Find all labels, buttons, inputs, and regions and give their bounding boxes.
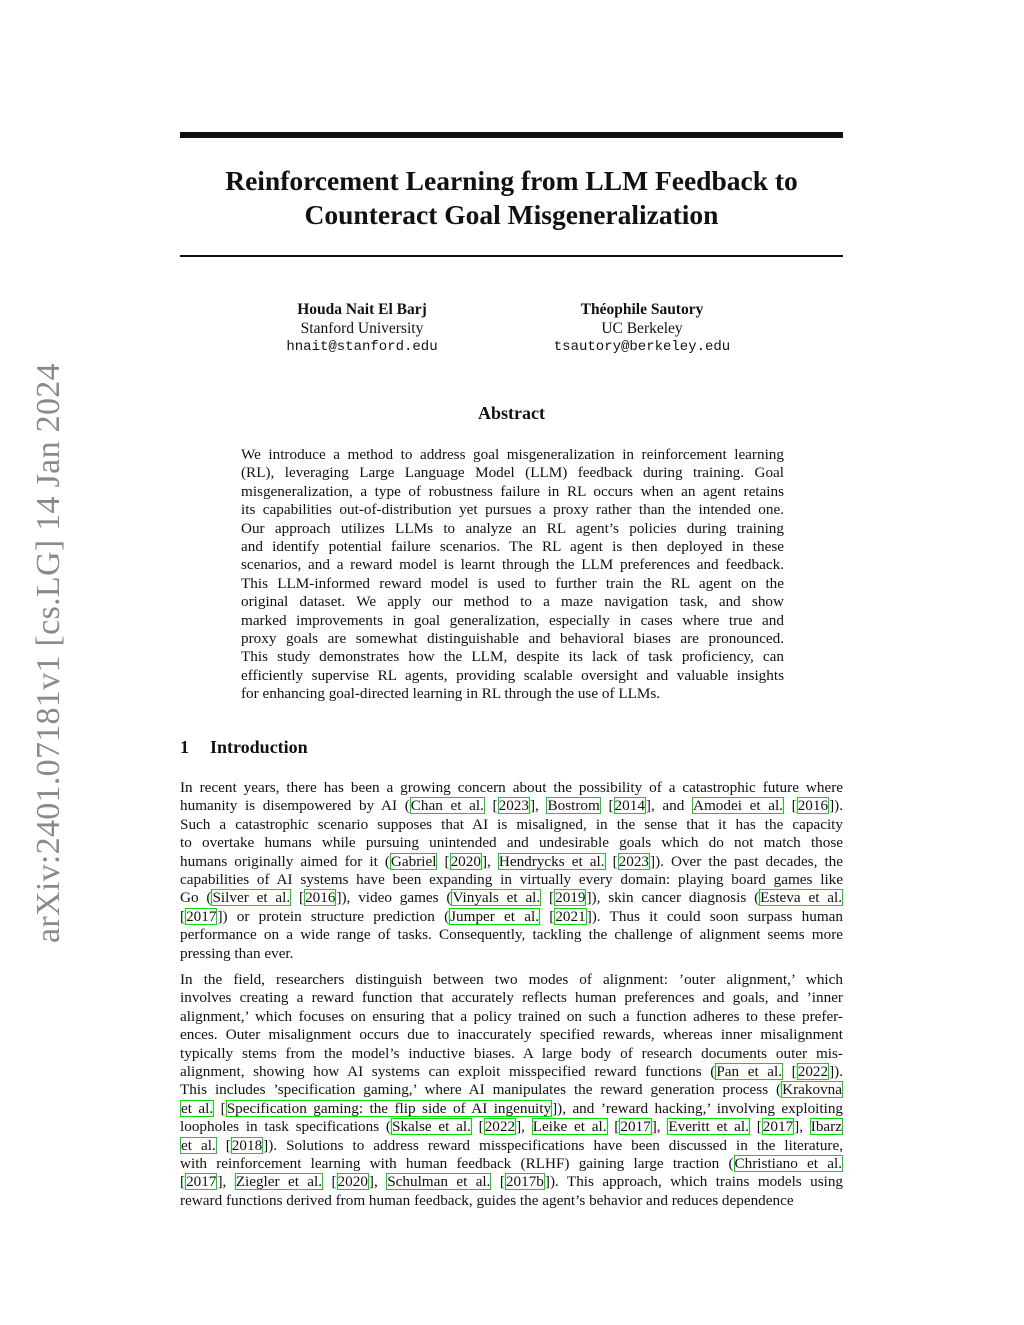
citation-link[interactable]: Amodei et al. [693, 797, 783, 815]
paragraph-text: with reinforcement learning with human feedback (RLHF) gaining large traction ( [180, 1155, 734, 1173]
citation-link[interactable]: 2018 [231, 1136, 263, 1154]
paragraph-text: Such a catastrophic scenario supposes that AI is misaligned, in the sense that it has the capacity [180, 815, 843, 833]
paragraph-line [180, 797, 843, 815]
paragraph-text: [ [484, 797, 498, 815]
citation-link[interactable]: Schulman et al. [387, 1173, 491, 1191]
citation-link[interactable]: Ibarz [810, 1118, 842, 1136]
paragraph-text: to overtake humans while pursuing unintended and undesirable goals which do not match those [180, 834, 843, 852]
paragraph-line [180, 1137, 843, 1155]
citation-link[interactable]: Pan et al. [716, 1063, 783, 1081]
citation-link[interactable]: Krakovna [782, 1081, 842, 1099]
abstract-line: efficiently supervise RL agents, providing scalable oversight and valuable insights [241, 666, 784, 684]
author-block-2 [492, 300, 792, 357]
paragraph-text: [ [783, 797, 797, 815]
paragraph-text: humanity is disempowered by AI ( [180, 797, 410, 815]
citation-link[interactable]: 2017 [186, 1173, 217, 1191]
paragraph-line [180, 1173, 843, 1191]
citation-link[interactable]: 2017 [762, 1118, 794, 1136]
citation-link[interactable]: Everitt et al. [668, 1118, 749, 1136]
paragraph-text: [ [180, 1173, 186, 1191]
citation-link[interactable]: Hendrycks et al. [498, 852, 605, 870]
paragraph-text: ]). Over the past decades, the [650, 852, 844, 870]
abstract-line: Our approach utilizes LLMs to analyze an RL agent’s policies during training [241, 519, 784, 537]
abstract-line: (RL), leveraging Large Language Model (LLM) feedback during training. Goal [241, 464, 784, 482]
citation-link[interactable]: Gabriel [390, 852, 437, 870]
citation-link[interactable]: Esteva et al. [760, 889, 843, 907]
paragraph-text: [ [600, 797, 614, 815]
paragraph-text: ], [516, 1118, 532, 1136]
paragraph-line [180, 1045, 843, 1063]
citation-link[interactable]: Skalse et al. [391, 1118, 471, 1136]
abstract-heading: Abstract [478, 403, 545, 423]
abstract-body [241, 446, 784, 704]
citation-link[interactable]: 2022 [484, 1118, 516, 1136]
citation-link[interactable]: Leike et al. [532, 1118, 607, 1136]
arxiv-identifier-stamp: arXiv:2401.07181v1 [cs.LG] 14 Jan 2024 [30, 363, 67, 943]
title-line-1: Reinforcement Learning from LLM Feedback to [225, 165, 798, 196]
author-block-1 [212, 300, 512, 357]
citation-link[interactable]: et al. [181, 1136, 216, 1154]
abstract-line: its capabilities out-of-distribution yet pursues a proxy rather than the intended one. [241, 501, 784, 519]
paragraph-line [180, 1100, 843, 1118]
citation-link[interactable]: Silver et al. [212, 889, 291, 907]
citation-link[interactable]: 2016 [305, 889, 336, 907]
paragraph-text: capabilities of AI systems have been expanding in virtually every domain: playing board games like [180, 871, 843, 889]
abstract-line: We introduce a method to address goal misgeneralization in reinforcement learning [241, 446, 784, 463]
paragraph-text: [ [214, 1099, 226, 1117]
paragraph-text: typically stems from the model’s inductive biases. A large body of research documents outer mis- [180, 1044, 843, 1062]
paragraph-text: ], [529, 797, 547, 815]
paragraph-text: [ [323, 1173, 337, 1191]
paragraph-text: ]). [829, 797, 843, 815]
paragraph-text: ]), and ’reward hacking,’ involving exploiting [552, 1099, 844, 1117]
paragraph-text: ], [217, 1173, 235, 1191]
paragraph-text: alignment,’ which focuses on ensuring that a policy trained on such a function adheres to these prefer- [180, 1007, 843, 1025]
paragraph-text: ], [651, 1118, 668, 1136]
citation-link[interactable]: 2017 [620, 1118, 651, 1136]
paragraph-line [180, 908, 843, 926]
introduction-paragraph-1 [180, 779, 843, 963]
citation-link[interactable]: 2019 [555, 889, 586, 907]
introduction-paragraph-2 [180, 971, 843, 1210]
paragraph-line [180, 971, 843, 989]
paragraph-text: involves creating a reward function that accurately reflects human preferences and goals, and ’inner [180, 989, 843, 1007]
paragraph-text: ], [368, 1173, 387, 1191]
paragraph-text: [ [291, 889, 305, 907]
paragraph-text: [ [749, 1118, 762, 1136]
paragraph-text: performance on a wide range of tasks. Consequently, tackling the challenge of alignment seems more [180, 926, 843, 944]
paragraph-line [180, 1063, 843, 1081]
paper-title [180, 164, 843, 232]
paragraph-line [180, 871, 843, 889]
author-affiliation: Stanford University [300, 320, 424, 337]
paragraph-text: This includes ’specification gaming,’ where AI manipulates the reward generation process ( [180, 1081, 782, 1099]
paragraph-line [180, 1026, 843, 1044]
abstract-line: This study demonstrates how the LLM, despite its lack of task proficiency, can [241, 648, 784, 666]
paragraph-text: In recent years, there has been a growing concern about the possibility of a catastrophic future where [180, 779, 843, 796]
paragraph-text: reward functions derived from human feedback, guides the agent’s behavior and reduces dependence [180, 1191, 794, 1209]
paragraph-line [180, 834, 843, 852]
paragraph-text: humans originally aimed for it ( [180, 852, 390, 870]
paragraph-text: [ [605, 852, 618, 870]
citation-link[interactable]: Chan et al. [410, 797, 484, 815]
paragraph-text: ]) or protein structure prediction ( [217, 907, 450, 925]
abstract-line: scenarios, and a reward model is learnt through the LLM preferences and feedback. [241, 556, 784, 574]
abstract-line: original dataset. We apply our method to a maze navigation task, and show [241, 593, 784, 611]
citation-link[interactable]: 2017 [186, 907, 217, 925]
abstract-line: marked improvements in goal generalization, especially in cases where true and [241, 611, 784, 629]
section-number: 1 [180, 737, 189, 757]
paragraph-line [180, 926, 843, 944]
paragraph-text: [ [471, 1118, 484, 1136]
paragraph-text: [ [491, 1173, 505, 1191]
paragraph-text: ]). [829, 1063, 844, 1081]
abstract-line: for enhancing goal-directed learning in RL through the use of LLMs. [241, 685, 661, 703]
citation-link[interactable]: 2022 [797, 1063, 829, 1081]
paragraph-text: [ [540, 907, 555, 925]
section-heading-introduction [180, 737, 308, 758]
citation-link[interactable]: 2020 [450, 852, 481, 870]
paragraph-line [180, 1192, 843, 1210]
paragraph-line [180, 1155, 843, 1173]
paragraph-text: ]). This approach, which trains models using [544, 1173, 844, 1191]
citation-link[interactable]: 2023 [498, 797, 529, 815]
author-affiliation: UC Berkeley [601, 320, 683, 337]
paragraph-text: loopholes in task specifications ( [180, 1118, 391, 1136]
title-bottom-rule [180, 255, 843, 257]
paragraph-line [180, 945, 843, 963]
paragraph-line [180, 853, 843, 871]
paragraph-text: [ [180, 907, 186, 925]
citation-link[interactable]: 2017b [505, 1173, 544, 1191]
citation-link[interactable]: Specification gaming: the flip side of AI ingenuity [226, 1099, 552, 1117]
paragraph-line [180, 1008, 843, 1026]
abstract-line: and identify potential failure scenarios. The RL agent is then deployed in these [241, 538, 784, 556]
abstract-line: misgeneralization, a type of robustness failure in RL occurs when an agent retains [241, 482, 784, 500]
citation-link[interactable]: Christiano et al. [734, 1155, 842, 1173]
citation-link[interactable]: et al. [181, 1099, 214, 1117]
paragraph-text: ], and [645, 797, 693, 815]
author-name: Houda Nait El Barj [297, 301, 427, 318]
paragraph-text: ]). Solutions to address reward misspecifications have been discussed in the literature, [263, 1136, 844, 1154]
paragraph-text: [ [541, 889, 555, 907]
paragraph-text: ences. Outer misalignment occurs due to inaccurately specified rewards, whereas inner misalignment [180, 1026, 843, 1044]
paragraph-text: ]). Thus it could soon surpass human [586, 907, 843, 925]
paragraph-text: [ [607, 1118, 620, 1136]
citation-link[interactable]: 2020 [337, 1173, 368, 1191]
citation-link[interactable]: Bostrom [547, 797, 600, 815]
author-email[interactable]: hnait@stanford.edu [286, 339, 438, 355]
abstract-line: proxy goals are somewhat distinguishable and behavioral biases are pronounced. [241, 630, 784, 648]
paragraph-line [180, 989, 843, 1007]
paragraph-text: [ [216, 1136, 231, 1154]
paragraph-text: In the field, researchers distinguish between two modes of alignment: ’outer alignment,’ which [180, 971, 843, 988]
paragraph-line [180, 816, 843, 834]
paragraph-text: ], [481, 852, 498, 870]
paragraph-line [180, 1081, 843, 1099]
citation-link[interactable]: 2016 [797, 797, 829, 815]
citation-link[interactable]: Jumper et al. [450, 907, 540, 925]
author-email[interactable]: tsautory@berkeley.edu [553, 339, 731, 355]
section-title: Introduction [210, 737, 308, 757]
paragraph-text: alignment, showing how AI systems can exploit misspecified reward functions ( [180, 1063, 716, 1081]
citation-link[interactable]: 2023 [618, 852, 650, 870]
title-top-rule [180, 132, 843, 138]
paragraph-text: [ [437, 852, 450, 870]
paragraph-text: [ [783, 1063, 797, 1081]
citation-link[interactable]: Vinyals et al. [452, 889, 541, 907]
paragraph-line [180, 1118, 843, 1136]
author-name: Théophile Sautory [580, 301, 704, 318]
paragraph-text: ]), skin cancer diagnosis ( [586, 889, 760, 907]
paragraph-line [180, 889, 843, 907]
citation-link[interactable]: Ziegler et al. [235, 1173, 323, 1191]
paragraph-text: ], [794, 1118, 810, 1136]
citation-link[interactable]: 2021 [555, 907, 586, 925]
title-line-2: Counteract Goal Misgeneralization [304, 199, 719, 230]
abstract-line: This LLM-informed reward model is used to further train the RL agent on the [241, 574, 784, 592]
citation-link[interactable]: 2014 [614, 797, 645, 815]
paragraph-line [180, 779, 843, 797]
paragraph-text: pressing than ever. [180, 944, 294, 962]
paragraph-text: Go ( [180, 889, 212, 907]
paragraph-text: ]), video games ( [336, 889, 452, 907]
